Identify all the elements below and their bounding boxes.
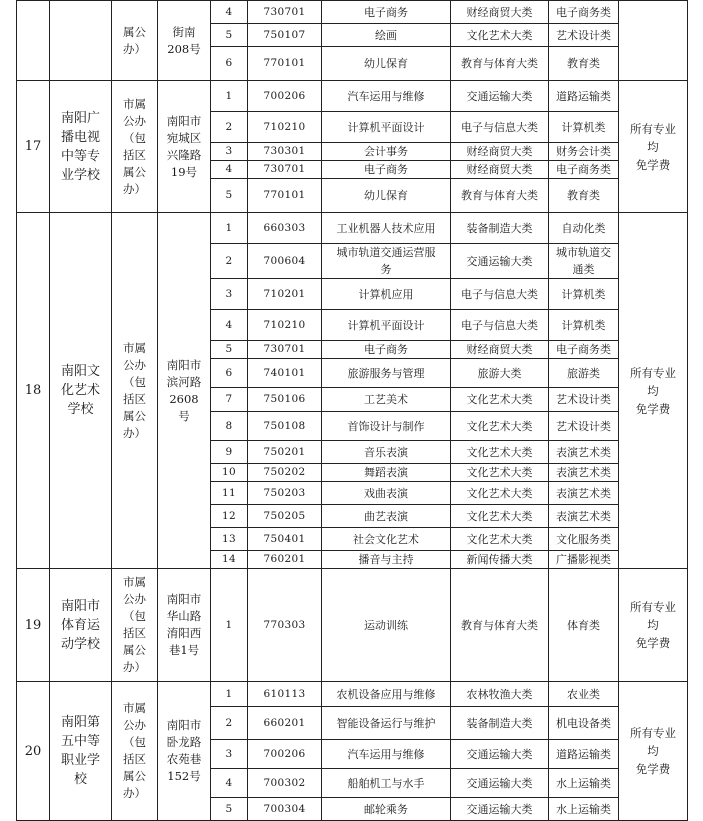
major-code: 770101 [248,179,322,213]
major-subcategory: 教育类 [549,179,619,213]
major-name: 舞蹈表演 [322,464,451,482]
major-subcategory: 表演艺术类 [549,441,619,464]
major-subcategory: 文化服务类 [549,528,619,551]
major-subcategory: 广播影视类 [549,551,619,569]
major-subcategory: 艺术设计类 [549,388,619,412]
major-name: 播音与主持 [322,551,451,569]
major-code: 700304 [248,798,322,821]
school-name-cell: 南阳文 化艺术 学校 [50,213,112,569]
note-cell: 所有专业均 免学费 [619,81,688,213]
major-code: 660303 [248,213,322,244]
major-subcategory: 水上运输类 [549,798,619,821]
major-code: 730701 [248,341,322,359]
major-category: 交通运输大类 [451,244,549,279]
major-subcategory: 电子商务类 [549,161,619,179]
major-category: 交通运输大类 [451,769,549,798]
major-index: 4 [211,310,248,341]
major-category: 教育与体育大类 [451,47,549,81]
major-name: 音乐表演 [322,441,451,464]
major-name: 幼儿保育 [322,47,451,81]
school-nature-cell: 市属 公办 （包 括区 属公 办） [112,213,158,569]
major-code: 750107 [248,24,322,47]
major-index: 14 [211,551,248,569]
major-code: 700206 [248,81,322,112]
table-row [17,682,688,707]
major-category: 装备制造大类 [451,707,549,740]
major-subcategory: 计算机类 [549,112,619,143]
major-category: 教育与体育大类 [451,179,549,213]
major-category: 文化艺术大类 [451,441,549,464]
major-index: 1 [211,81,248,112]
major-name: 电子商务 [322,1,451,24]
major-name: 计算机平面设计 [322,310,451,341]
school-nature-cell: 属公 办） [112,1,158,81]
major-index: 3 [211,143,248,161]
major-name: 农机设备应用与维修 [322,682,451,707]
major-category: 财经商贸大类 [451,341,549,359]
major-code: 710210 [248,310,322,341]
major-index: 11 [211,482,248,505]
seq-cell: 20 [17,682,50,821]
school-name-cell: 南阳第 五中等 职业学 校 [50,682,112,821]
major-category: 文化艺术大类 [451,412,549,441]
school-address-cell: 南阳市 宛城区 兴隆路 19号 [158,81,211,213]
major-code: 750205 [248,505,322,528]
major-subcategory: 计算机类 [549,310,619,341]
school-nature-cell: 市属 公办 （包 括区 属公 办） [112,81,158,213]
major-category: 交通运输大类 [451,740,549,769]
major-category: 文化艺术大类 [451,24,549,47]
major-category: 财经商贸大类 [451,1,549,24]
major-subcategory: 艺术设计类 [549,24,619,47]
major-code: 710201 [248,279,322,310]
major-index: 4 [211,161,248,179]
note-cell: 所有专业均 免学费 [619,213,688,569]
major-name: 运动训练 [322,569,451,682]
major-index: 1 [211,213,248,244]
major-index: 5 [211,798,248,821]
major-name: 曲艺表演 [322,505,451,528]
major-name: 社会文化艺术 [322,528,451,551]
major-subcategory: 道路运输类 [549,740,619,769]
major-name: 计算机平面设计 [322,112,451,143]
major-category: 新闻传播大类 [451,551,549,569]
major-name: 工艺美术 [322,388,451,412]
school-name-cell: 南阳市 体育运 动学校 [50,569,112,682]
major-index: 6 [211,47,248,81]
school-address-cell: 南阳市 卧龙路 农苑巷 152号 [158,682,211,821]
major-code: 710210 [248,112,322,143]
seq-cell [17,1,50,81]
major-index: 4 [211,1,248,24]
major-name: 计算机应用 [322,279,451,310]
major-code: 770303 [248,569,322,682]
major-subcategory: 表演艺术类 [549,505,619,528]
major-code: 730701 [248,1,322,24]
seq-cell: 18 [17,213,50,569]
major-subcategory: 财务会计类 [549,143,619,161]
major-index: 6 [211,359,248,388]
major-name: 邮轮乘务 [322,798,451,821]
major-subcategory: 道路运输类 [549,81,619,112]
major-name: 会计事务 [322,143,451,161]
seq-cell: 17 [17,81,50,213]
major-subcategory: 旅游类 [549,359,619,388]
major-code: 700604 [248,244,322,279]
major-index: 12 [211,505,248,528]
major-subcategory: 表演艺术类 [549,464,619,482]
major-code: 730301 [248,143,322,161]
major-category: 财经商贸大类 [451,143,549,161]
major-index: 9 [211,441,248,464]
major-name: 城市轨道交通运营服 务 [322,244,451,279]
major-index: 1 [211,682,248,707]
major-index: 4 [211,769,248,798]
major-code: 610113 [248,682,322,707]
major-category: 电子与信息大类 [451,310,549,341]
major-name: 汽车运用与维修 [322,740,451,769]
major-code: 770101 [248,47,322,81]
major-code: 660201 [248,707,322,740]
major-code: 750106 [248,388,322,412]
major-category: 电子与信息大类 [451,112,549,143]
major-index: 7 [211,388,248,412]
major-index: 1 [211,569,248,682]
major-category: 文化艺术大类 [451,505,549,528]
major-category: 教育与体育大类 [451,569,549,682]
table-row [17,1,688,24]
major-index: 10 [211,464,248,482]
major-name: 智能设备运行与维护 [322,707,451,740]
major-index: 2 [211,112,248,143]
school-nature-cell: 市属 公办 （包 括区 属公 办） [112,569,158,682]
major-index: 5 [211,24,248,47]
major-name: 绘画 [322,24,451,47]
table-row [17,81,688,112]
major-category: 农林牧渔大类 [451,682,549,707]
school-address-cell: 南阳市 华山路 淯阳西 巷1号 [158,569,211,682]
school-nature-cell: 市属 公办 （包 括区 属公 办） [112,682,158,821]
major-index: 3 [211,279,248,310]
major-category: 装备制造大类 [451,213,549,244]
table-row [17,213,688,244]
major-category: 旅游大类 [451,359,549,388]
major-code: 750203 [248,482,322,505]
major-name: 电子商务 [322,341,451,359]
major-index: 8 [211,412,248,441]
note-cell: 所有专业均 免学费 [619,682,688,821]
major-subcategory: 机电设备类 [549,707,619,740]
seq-cell: 19 [17,569,50,682]
major-code: 700302 [248,769,322,798]
major-code: 730701 [248,161,322,179]
major-name: 船舶机工与水手 [322,769,451,798]
major-subcategory: 城市轨道交 通类 [549,244,619,279]
major-index: 2 [211,244,248,279]
major-index: 5 [211,179,248,213]
major-subcategory: 表演艺术类 [549,482,619,505]
school-majors-table [16,0,688,821]
major-code: 750401 [248,528,322,551]
major-code: 760201 [248,551,322,569]
school-address-cell: 南阳市 滨河路 2608 号 [158,213,211,569]
major-code: 750201 [248,441,322,464]
major-name: 戏曲表演 [322,482,451,505]
major-name: 工业机器人技术应用 [322,213,451,244]
major-name: 电子商务 [322,161,451,179]
school-address-cell: 街南 208号 [158,1,211,81]
school-name-cell [50,1,112,81]
major-subcategory: 水上运输类 [549,769,619,798]
school-name-cell: 南阳广 播电视 中等专 业学校 [50,81,112,213]
major-code: 740101 [248,359,322,388]
major-subcategory: 教育类 [549,47,619,81]
major-category: 文化艺术大类 [451,482,549,505]
major-name: 汽车运用与维修 [322,81,451,112]
major-category: 财经商贸大类 [451,161,549,179]
major-category: 文化艺术大类 [451,388,549,412]
major-subcategory: 农业类 [549,682,619,707]
major-category: 交通运输大类 [451,81,549,112]
major-subcategory: 体育类 [549,569,619,682]
note-cell [619,1,688,81]
major-category: 文化艺术大类 [451,464,549,482]
major-index: 2 [211,707,248,740]
major-subcategory: 自动化类 [549,213,619,244]
major-category: 交通运输大类 [451,798,549,821]
major-subcategory: 艺术设计类 [549,412,619,441]
major-name: 幼儿保育 [322,179,451,213]
major-index: 13 [211,528,248,551]
major-subcategory: 计算机类 [549,279,619,310]
major-name: 旅游服务与管理 [322,359,451,388]
major-name: 首饰设计与制作 [322,412,451,441]
major-subcategory: 电子商务类 [549,341,619,359]
major-code: 750108 [248,412,322,441]
note-cell: 所有专业均 免学费 [619,569,688,682]
major-code: 750202 [248,464,322,482]
major-category: 文化艺术大类 [451,528,549,551]
major-index: 3 [211,740,248,769]
major-subcategory: 电子商务类 [549,1,619,24]
major-category: 电子与信息大类 [451,279,549,310]
major-code: 700206 [248,740,322,769]
table-row [17,569,688,682]
major-index: 5 [211,341,248,359]
